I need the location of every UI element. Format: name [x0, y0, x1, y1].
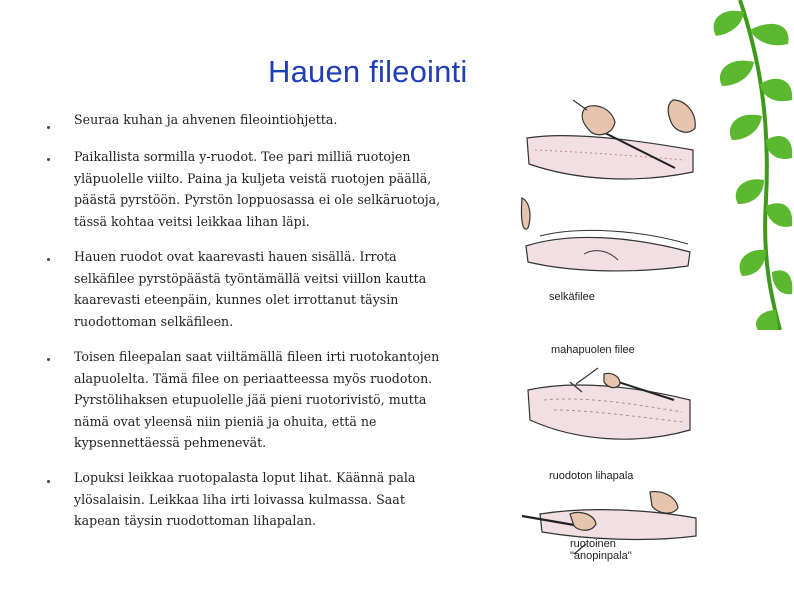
belly-fillet-caption: mahapuolen filee — [551, 344, 635, 356]
boneless-piece-caption: ruodoton lihapala — [549, 470, 634, 482]
belly-fillet-illustration — [524, 360, 694, 455]
bony-piece-caption-line1: ruotoinen — [570, 538, 616, 550]
bullet-marker — [47, 158, 50, 161]
bullet-marker — [47, 126, 50, 129]
bullet-marker — [47, 258, 50, 261]
bony-piece-caption-line2: "anopinpala" — [570, 550, 632, 562]
bullet-marker — [47, 480, 50, 483]
back-fillet-illustration — [520, 196, 695, 284]
back-fillet-caption: selkäfilee — [549, 291, 595, 303]
page-title: Hauen fileointi — [268, 54, 468, 89]
paragraph-remaining-meat: Lopuksi leikkaa ruotopalasta loput lihat. Käännä pala ylösalaisin. Leikkaa liha irti loivassa kulmassa. Saat kapean täysin ruodottoman lihapalan. — [74, 470, 416, 529]
bullet-marker — [47, 358, 50, 361]
paragraph-belly-fillet: Toisen fileepalan saat viiltämällä fileen irti ruotokantojen alapuolelta. Tämä filee on periaatteessa myös ruodoton. Pyrstölihaksen etupuolelle jää pieni ruotorivistö, mutta nämä ovat yleensä niin pieniä ja ohuita, että ne kypsennettäessä pehmenevät. — [74, 349, 440, 451]
leaf-branch-decoration — [700, 0, 794, 330]
paragraph-back-fillet: Hauen ruodot ovat kaarevasti hauen sisällä. Irrota selkäfilee pyrstöpäästä työntämällä veitsi viillon kautta kaarevasti eteenpäin, kunnes olet irrottanut täysin ruodottoman selkäfileen. — [74, 249, 427, 329]
paragraph-locate-bones: Paikallista sormilla y-ruodot. Tee pari milliä ruotojen yläpuolelle viilto. Paina ja kuljeta veistä ruotojen päällä, päästä pyrstöön. Pyrstön loppuosassa ei ole selkäruotoja, tässä kohtaa veitsi leikkaa lihan läpi. — [74, 149, 441, 229]
fillet-cutting-illustration — [525, 98, 700, 198]
paragraph-intro: Seuraa kuhan ja ahvenen fileointiohjetta. — [74, 112, 338, 127]
